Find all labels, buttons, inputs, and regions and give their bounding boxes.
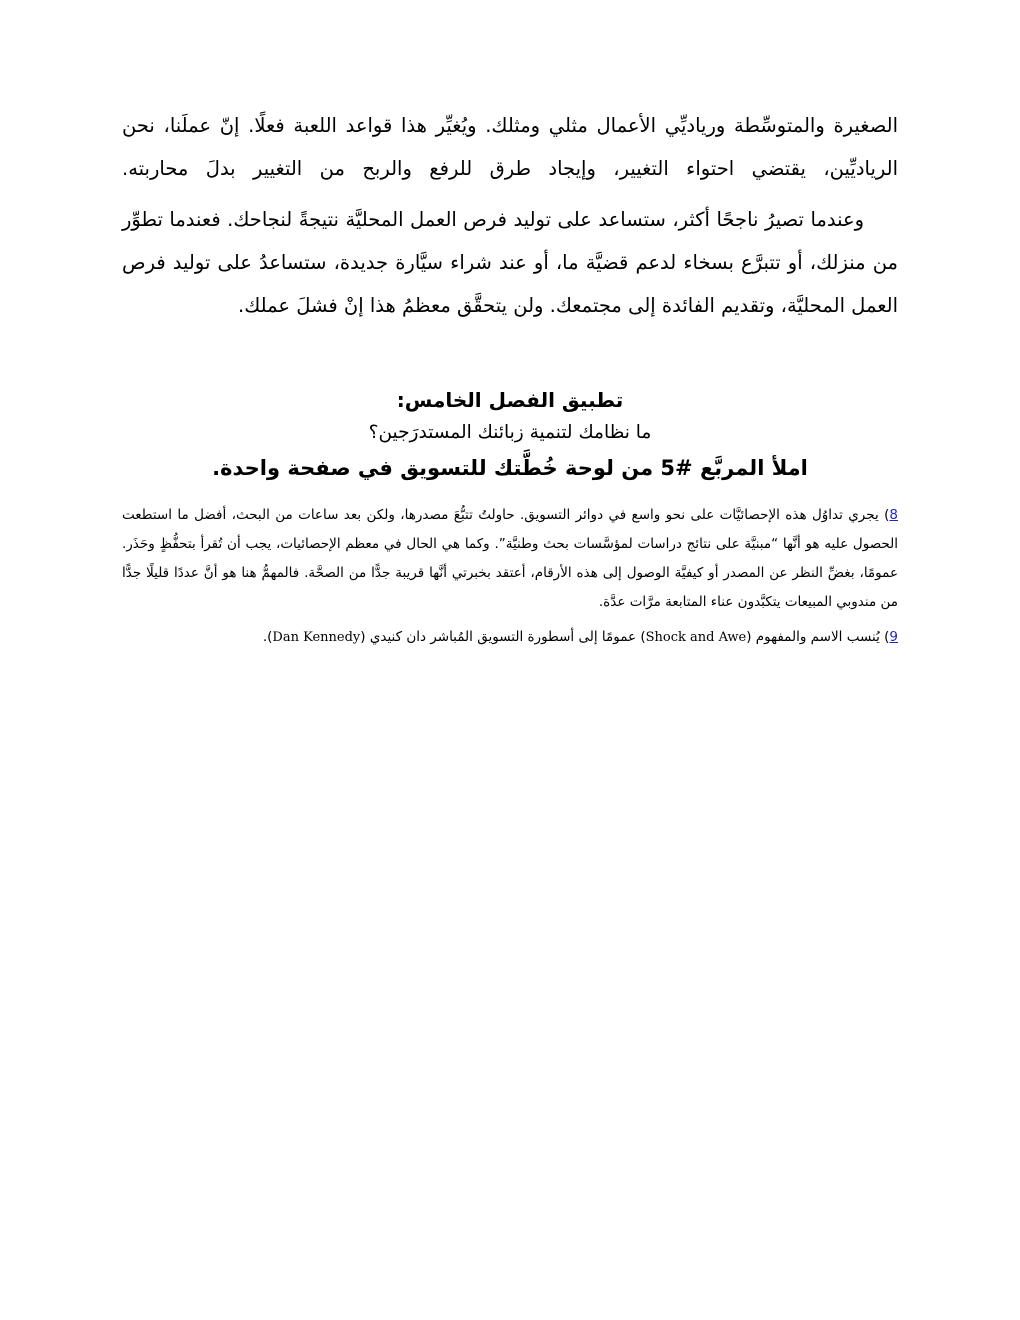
section-heading-block bbox=[122, 385, 898, 485]
section-spacer bbox=[122, 327, 898, 385]
body-paragraph-2-text: وعندما تصيرُ ناجحًا أكثر، ستساعد على توليد فرص العمل المحليَّة نتيجةً لنجاحك. فعندما تطوِّر من منزلك، أو تتبرَّع بسخاء لدعم قضيَّة ما، أو عند شراء سيَّارة جديدة، ستساعدُ على توليد فرص العمل المحليَّة، وتقديم الفائدة إلى مجتمعك. ولن يتحقَّق معظمُ هذا إنْ فشلَ عملك. bbox=[122, 208, 898, 317]
page-content bbox=[122, 104, 898, 668]
body-paragraph-1: الصغيرة والمتوسِّطة ورياديِّي الأعمال مثلي ومثلك. ويُغيِّر هذا قواعد اللعبة فعلًا. إنّ عملَنا، نحن الرياديِّين، يقتضي احتواء التغيير، وإيجاد طرق للرفع والربح من التغيير بدلَ محاربته. bbox=[122, 114, 898, 180]
footnote-8-paren: ) bbox=[884, 507, 890, 523]
footnote-9-text-middle: ) عمومًا إلى أسطورة التسويق المُباشر دان كنيدي ( bbox=[360, 629, 646, 645]
footnote-9-latin-term-1: Shock and Awe bbox=[645, 630, 747, 645]
footnote-9-text-after: ). bbox=[262, 629, 273, 645]
body-paragraph-2 bbox=[122, 198, 898, 327]
footnote-8 bbox=[122, 501, 898, 617]
page-bottom-whitespace bbox=[122, 658, 898, 668]
footnote-marker-8-link[interactable]: 8 bbox=[889, 507, 898, 523]
footnote-9-text-before: يُنسب الاسم والمفهوم ( bbox=[746, 629, 880, 645]
footnote-9 bbox=[122, 623, 898, 652]
footnotes-region bbox=[122, 501, 898, 652]
footnote-9-latin-term-2: Dan Kennedy bbox=[272, 630, 361, 645]
footnote-marker-9-link[interactable]: 9 bbox=[889, 629, 898, 645]
footnote-8-text: يجري تداوُل هذه الإحصائيَّات على نحو واسع في دوائر التسويق. حاولتُ تتبُّعَ مصدرها، ولكن بعد ساعات من البحث، أفضل ما استطعت الحصول عليه هو أنَّها “مبنيَّة على نتائج دراسات لمؤسَّسات بحث وطنيَّة”. وكما هي الحال في معظم الإحصائيات، يجب أن تُقرأ بتحفُّظٍ وحَذَر. عمومًا، بغضِّ النظر عن المصدر أو كيفيَّة الوصول إلى هذه الأرقام، أعتقد بخبرتي أنَّها قريبة جدًّا من الصحَّة. فالمهمُّ هنا هو أنَّ عددًا قليلًا جدًّا من مندوبي المبيعات يتكبَّدون عناء المتابعة مرَّات عدَّة. bbox=[122, 507, 898, 610]
paragraph-spacer bbox=[122, 190, 898, 198]
footnote-9-paren: ) bbox=[884, 629, 890, 645]
footnote-spacer bbox=[122, 485, 898, 501]
section-task: املأ المربَّع #5 من لوحة خُطَّتك للتسويق في صفحة واحدة. bbox=[212, 456, 808, 480]
section-question: ما نظامك لتنمية زبائنك المستدرَجين؟ bbox=[368, 422, 652, 443]
section-heading: تطبيق الفصل الخامس: bbox=[396, 388, 624, 412]
